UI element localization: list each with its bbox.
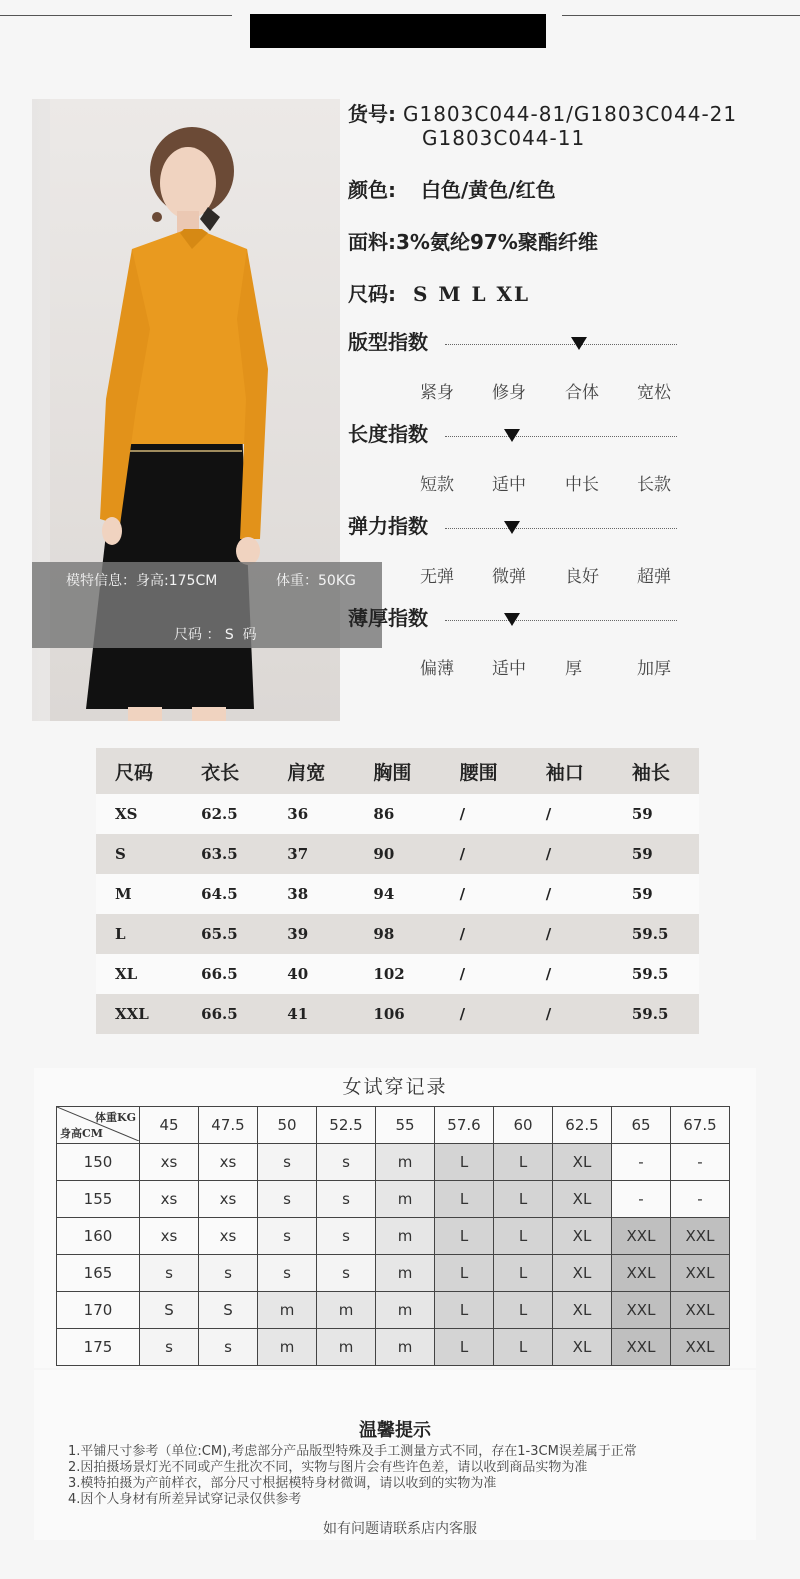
size-chart-cell: 41 (268, 994, 354, 1034)
size-chart-header (96, 748, 699, 794)
fabric-text: 面料:3%氨纶97%聚酯纤维 (348, 230, 598, 254)
size-chart-cell: 63.5 (182, 834, 268, 874)
tips-title: 温馨提示 (359, 1420, 431, 1441)
tip-line: 1.平铺尺寸参考（单位:CM),考虑部分产品版型特殊及手工测量方式不同，存在1-3CM误差属于正常 (68, 1444, 637, 1459)
model-height: 模特信息：身高:175CM (66, 573, 218, 589)
model-info-overlay (32, 562, 382, 648)
color-value: 白色/黄色/红色 (420, 178, 556, 202)
size-row (348, 278, 530, 307)
size-chart-cell: M (96, 874, 182, 914)
size-chart-cell: 59 (613, 834, 699, 874)
trial-size-cell: L (435, 1292, 494, 1329)
sku-label: 货号: (348, 102, 396, 126)
size-chart-cell: / (441, 874, 527, 914)
index-option: 良好 (565, 567, 599, 587)
size-chart-col: 袖口 (527, 748, 613, 794)
trial-size-cell: xs (140, 1144, 199, 1181)
trial-size-cell: L (494, 1255, 553, 1292)
trial-size-cell: xs (199, 1144, 258, 1181)
trial-size-cell: m (376, 1329, 435, 1366)
trial-size-cell: XL (553, 1218, 612, 1255)
index-option: 短款 (420, 475, 454, 495)
size-chart-row (96, 794, 699, 834)
trial-size-cell: m (258, 1329, 317, 1366)
index-option: 加厚 (637, 659, 671, 679)
trial-size-cell: L (494, 1218, 553, 1255)
size-chart-cell: 90 (354, 834, 440, 874)
trial-size-cell: - (612, 1181, 671, 1218)
size-chart-cell: 66.5 (182, 994, 268, 1034)
size-chart-cell: 59.5 (613, 954, 699, 994)
trial-size-cell: m (376, 1144, 435, 1181)
trial-size-cell: XXL (671, 1218, 730, 1255)
size-chart-cell: / (527, 994, 613, 1034)
size-chart-cell: 38 (268, 874, 354, 914)
index-marker-icon (571, 337, 587, 350)
trial-size-cell: xs (199, 1218, 258, 1255)
trial-size-cell: m (376, 1255, 435, 1292)
trial-weight-header: 52.5 (317, 1107, 376, 1144)
size-chart-col: 胸围 (354, 748, 440, 794)
size-chart-cell: 39 (268, 914, 354, 954)
size-chart-row (96, 914, 699, 954)
index-option: 偏薄 (420, 659, 454, 679)
sku-row-2 (422, 126, 585, 150)
trial-size-cell: s (258, 1255, 317, 1292)
trial-size-cell: m (258, 1292, 317, 1329)
size-chart-cell: S (96, 834, 182, 874)
index-option: 紧身 (420, 383, 454, 403)
trial-size-cell: xs (140, 1181, 199, 1218)
size-value: S M L XL (412, 282, 531, 306)
index-title: 版型指数 (348, 330, 428, 354)
index-scale-line (445, 344, 677, 345)
trial-weight-header: 45 (140, 1107, 199, 1144)
trial-size-cell: XL (553, 1181, 612, 1218)
trial-size-cell: XXL (671, 1255, 730, 1292)
size-chart-cell: 59.5 (613, 914, 699, 954)
size-chart-cell: / (441, 794, 527, 834)
size-chart-cell: XL (96, 954, 182, 994)
size-chart-cell: / (527, 954, 613, 994)
size-chart-col: 衣长 (182, 748, 268, 794)
corner-height-label: 身高CM (60, 1127, 103, 1140)
size-chart-cell: 102 (354, 954, 440, 994)
index-option: 合体 (565, 383, 599, 403)
trial-corner-cell (57, 1107, 140, 1144)
trial-weight-header: 57.6 (435, 1107, 494, 1144)
size-chart-cell: 40 (268, 954, 354, 994)
size-chart-cell: 86 (354, 794, 440, 834)
trial-size-cell: XXL (612, 1218, 671, 1255)
trial-weight-header: 62.5 (553, 1107, 612, 1144)
size-chart-cell: 59 (613, 874, 699, 914)
trial-size-cell: - (671, 1181, 730, 1218)
size-chart-cell: / (441, 834, 527, 874)
trial-size-cell: XXL (671, 1329, 730, 1366)
index-option: 宽松 (637, 383, 671, 403)
trial-weight-header: 50 (258, 1107, 317, 1144)
trial-size-cell: L (435, 1218, 494, 1255)
size-chart-col: 尺码 (96, 748, 182, 794)
size-chart-cell: 59.5 (613, 994, 699, 1034)
trial-size-cell: xs (199, 1181, 258, 1218)
trial-weight-header: 55 (376, 1107, 435, 1144)
size-chart-col: 袖长 (613, 748, 699, 794)
trial-weight-header: 47.5 (199, 1107, 258, 1144)
trial-size-cell: s (258, 1181, 317, 1218)
trial-record-table (56, 1106, 730, 1366)
size-chart-row (96, 834, 699, 874)
trial-size-cell: xs (140, 1218, 199, 1255)
size-chart-row (96, 874, 699, 914)
index-option: 中长 (565, 475, 599, 495)
index-option: 超弹 (637, 567, 671, 587)
size-chart-cell: 106 (354, 994, 440, 1034)
trial-size-cell: s (199, 1255, 258, 1292)
trial-size-cell: L (494, 1181, 553, 1218)
size-chart-cell: / (441, 914, 527, 954)
trial-row (57, 1218, 730, 1255)
trial-size-cell: m (317, 1329, 376, 1366)
header-rule-right (562, 15, 800, 16)
trial-height-cell: 160 (57, 1218, 140, 1255)
trial-size-cell: XXL (671, 1292, 730, 1329)
trial-size-cell: L (494, 1144, 553, 1181)
index-option: 修身 (492, 383, 526, 403)
trial-size-cell: m (376, 1218, 435, 1255)
index-option: 适中 (492, 659, 526, 679)
size-chart-row (96, 994, 699, 1034)
index-title: 弹力指数 (348, 514, 428, 538)
size-chart-cell: 62.5 (182, 794, 268, 834)
trial-size-cell: s (317, 1181, 376, 1218)
trial-height-cell: 170 (57, 1292, 140, 1329)
trial-height-cell: 175 (57, 1329, 140, 1366)
size-chart-cell: 65.5 (182, 914, 268, 954)
trial-size-cell: m (317, 1292, 376, 1329)
index-option: 微弹 (492, 567, 526, 587)
trial-size-cell: L (435, 1144, 494, 1181)
size-chart-cell: / (527, 874, 613, 914)
trial-weight-header: 65 (612, 1107, 671, 1144)
trial-weight-header: 60 (494, 1107, 553, 1144)
trial-size-cell: - (671, 1144, 730, 1181)
trial-size-cell: s (140, 1329, 199, 1366)
color-row (348, 174, 556, 203)
color-label: 颜色: (348, 178, 396, 202)
index-option: 长款 (637, 475, 671, 495)
size-chart-cell: 98 (354, 914, 440, 954)
index-title: 薄厚指数 (348, 606, 428, 630)
trial-size-cell: L (435, 1329, 494, 1366)
sku-line1: G1803C044-81/G1803C044-21 (402, 102, 738, 126)
tip-line: 3.模特拍摄为产前样衣，部分尺寸根据模特身材微调，请以收到的实物为准 (68, 1476, 497, 1491)
sku-row (348, 98, 737, 127)
trial-size-cell: XL (553, 1144, 612, 1181)
trial-size-cell: S (199, 1292, 258, 1329)
sku-line2: G1803C044-11 (422, 126, 586, 150)
trial-weight-header: 67.5 (671, 1107, 730, 1144)
trial-size-cell: S (140, 1292, 199, 1329)
size-chart-row (96, 954, 699, 994)
size-chart-col: 肩宽 (268, 748, 354, 794)
trial-size-cell: - (612, 1144, 671, 1181)
tips-panel (34, 1370, 756, 1540)
size-chart-cell: L (96, 914, 182, 954)
trial-size-cell: L (494, 1329, 553, 1366)
trial-row (57, 1292, 730, 1329)
trial-size-cell: s (317, 1144, 376, 1181)
size-chart-col: 腰围 (441, 748, 527, 794)
trial-size-cell: XXL (612, 1255, 671, 1292)
index-scale-line (445, 528, 677, 529)
model-size: 尺码 ： S 码 (174, 627, 257, 643)
size-chart (96, 748, 699, 1034)
size-chart-cell: / (441, 954, 527, 994)
trial-row (57, 1144, 730, 1181)
header-rule-left (0, 15, 232, 16)
index-option: 无弹 (420, 567, 454, 587)
size-chart-cell: 64.5 (182, 874, 268, 914)
index-option: 厚 (565, 659, 582, 679)
trial-row (57, 1329, 730, 1366)
size-chart-cell: / (527, 834, 613, 874)
trial-size-cell: m (376, 1292, 435, 1329)
trial-height-cell: 155 (57, 1181, 140, 1218)
size-chart-cell: 94 (354, 874, 440, 914)
size-chart-cell: XXL (96, 994, 182, 1034)
trial-size-cell: XL (553, 1255, 612, 1292)
size-chart-cell: / (441, 994, 527, 1034)
index-option: 适中 (492, 475, 526, 495)
trial-size-cell: L (494, 1292, 553, 1329)
tip-line: 2.因拍摄场景灯光不同或产生批次不同，实物与图片会有些许色差，请以收到商品实物为准 (68, 1460, 588, 1475)
trial-size-cell: s (258, 1218, 317, 1255)
trial-size-cell: XL (553, 1329, 612, 1366)
size-chart-cell: / (527, 914, 613, 954)
tip-line: 4.因个人身材有所差异试穿记录仅供参考 (68, 1492, 302, 1507)
contact-footer: 如有问题请联系店内客服 (323, 1521, 477, 1537)
fabric-row (348, 226, 598, 255)
trial-size-cell: s (140, 1255, 199, 1292)
trial-size-cell: s (199, 1329, 258, 1366)
size-chart-cell: 59 (613, 794, 699, 834)
size-chart-cell: 36 (268, 794, 354, 834)
trial-row (57, 1181, 730, 1218)
index-scale-line (445, 436, 677, 437)
trial-row (57, 1255, 730, 1292)
trial-size-cell: s (258, 1144, 317, 1181)
trial-record-title: 女试穿记录 (342, 1076, 448, 1098)
index-marker-icon (504, 613, 520, 626)
model-weight: 体重：50KG (276, 573, 356, 589)
size-chart-cell: / (527, 794, 613, 834)
trial-size-cell: XL (553, 1292, 612, 1329)
trial-size-cell: L (435, 1255, 494, 1292)
index-scale-line (445, 620, 677, 621)
size-chart-cell: XS (96, 794, 182, 834)
size-chart-cell: 37 (268, 834, 354, 874)
size-label: 尺码: (348, 282, 396, 306)
trial-size-cell: m (376, 1181, 435, 1218)
trial-size-cell: s (317, 1218, 376, 1255)
index-marker-icon (504, 429, 520, 442)
trial-size-cell: XXL (612, 1329, 671, 1366)
index-title: 长度指数 (348, 422, 428, 446)
trial-height-cell: 165 (57, 1255, 140, 1292)
corner-weight-label: 体重KG (95, 1111, 136, 1124)
trial-size-cell: L (435, 1181, 494, 1218)
index-marker-icon (504, 521, 520, 534)
size-chart-cell: 66.5 (182, 954, 268, 994)
trial-size-cell: XXL (612, 1292, 671, 1329)
header-banner (250, 14, 546, 48)
trial-size-cell: s (317, 1255, 376, 1292)
trial-height-cell: 150 (57, 1144, 140, 1181)
